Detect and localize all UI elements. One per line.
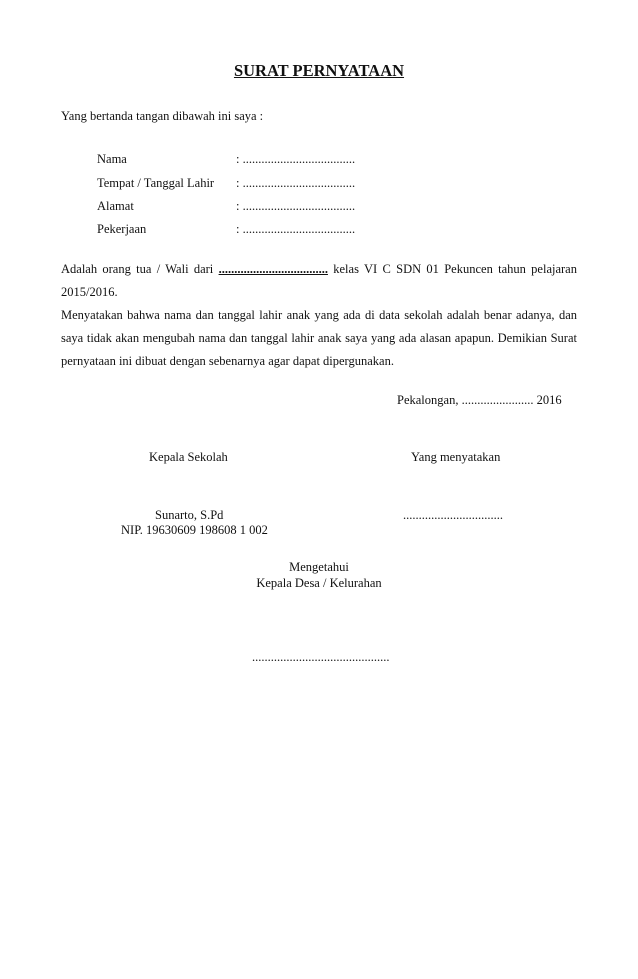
field-value-nama: : .................................... [236,152,356,166]
principal-title: Kepala Sekolah [149,450,228,464]
body-line-1 [61,258,577,281]
document-title: SURAT PERNYATAAN [233,61,405,80]
intro-text: Yang bertanda tangan dibawah ini saya : [61,109,264,123]
declarant-signature-line: ................................ [403,508,503,522]
field-label-nama: Nama [97,152,127,166]
village-head-title: Kepala Desa / Kelurahan [256,576,382,590]
acknowledgement-label: Mengetahui [289,560,349,574]
body-line-1-suffix: kelas VI C SDN 01 Pekuncen tahun pelajaran [333,262,577,276]
body-line-4: saya tidak akan mengubah nama dan tanggal lahir anak saya yang ada alasan apapun. Demikian Surat [61,331,577,345]
body-line-5: pernyataan ini dibuat dengan sebenarnya agar dapat dipergunakan. [61,354,394,368]
field-value-tempat-tanggal-lahir: : .................................... [236,176,356,190]
place-date: Pekalongan, ....................... 2016 [397,393,562,407]
body-line-2: 2015/2016. [61,285,118,299]
child-name-blank: ................................... [218,262,328,276]
principal-name: Sunarto, S.Pd [155,508,224,522]
principal-nip: NIP. 19630609 198608 1 002 [121,523,268,537]
field-label-pekerjaan: Pekerjaan [97,222,147,236]
field-value-pekerjaan: : .................................... [236,222,356,236]
field-label-alamat: Alamat [97,199,134,213]
village-head-signature-line: ............................................ [252,650,390,664]
body-line-3: Menyatakan bahwa nama dan tanggal lahir anak yang ada di data sekolah adalah benar adanya, dan [61,308,577,322]
field-label-tempat-tanggal-lahir: Tempat / Tanggal Lahir [97,176,215,190]
body-line-1-prefix: Adalah orang tua / Wali dari [61,262,214,276]
declarant-title: Yang menyatakan [411,450,501,464]
field-value-alamat: : .................................... [236,199,356,213]
